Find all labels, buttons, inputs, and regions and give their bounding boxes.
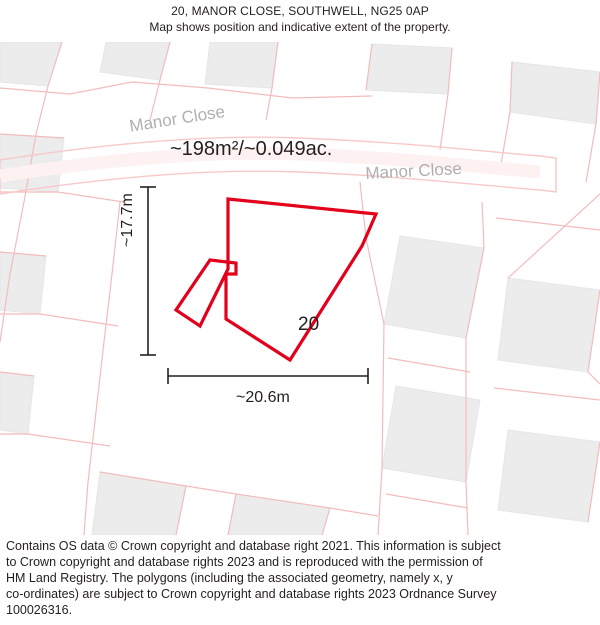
footer-line-2: to Crown copyright and database rights 2023 and is reproduced with the permission of: [6, 555, 483, 569]
dimension-height: [140, 187, 156, 355]
page-subtitle: Map shows position and indicative extent of the property.: [149, 20, 451, 34]
street-label-manor-close-1: Manor Close: [128, 101, 227, 136]
height-dimension-label: ~17.7m: [119, 193, 136, 247]
dimension-width: [168, 368, 368, 384]
map-vector-layer: [0, 42, 600, 535]
page-header: [0, 0, 600, 42]
page-title: 20, MANOR CLOSE, SOUTHWELL, NG25 0AP: [171, 4, 429, 18]
map-canvas[interactable]: [0, 42, 600, 535]
copyright-footer: [0, 535, 600, 625]
plot-number-label: 20: [298, 314, 320, 335]
footer-line-4: co-ordinates) are subject to Crown copyright and database rights 2023 Ordnance Survey: [6, 587, 497, 601]
street-label-manor-close-2: Manor Close: [365, 158, 463, 183]
width-dimension-label: ~20.6m: [236, 389, 290, 406]
footer-line-3: HM Land Registry. The polygons (including the associated geometry, namely x, y: [6, 571, 453, 585]
area-label: ~198m²/~0.049ac.: [170, 138, 333, 160]
footer-line-5: 100026316.: [6, 603, 73, 617]
footer-line-1: Contains OS data © Crown copyright and database right 2021. This information is subject: [6, 539, 501, 553]
plot-outline: [176, 199, 376, 360]
